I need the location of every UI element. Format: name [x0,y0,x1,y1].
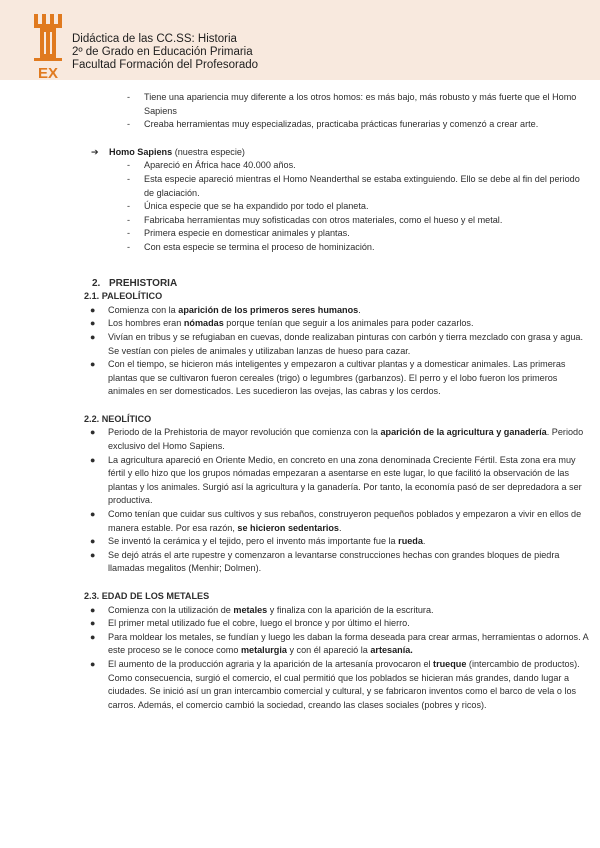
section-title: PREHISTORIA [109,277,178,289]
bullet-marker: ● [90,427,96,438]
dash-marker: - [127,173,131,184]
degree-title: 2º de Grado en Educación Primaria [72,46,253,58]
bullet-marker: ● [90,658,96,669]
course-title: Didáctica de las CC.SS: Historia [72,33,237,45]
dash-marker: - [127,201,131,212]
list-item: - Creaba herramientas muy especializadas, practicaba prácticas funerarias y comenzó a crear arte. [84,118,592,132]
bullet-marker: ● [90,331,96,342]
metales-list [84,604,592,713]
list-item: ● El aumento de la producción agraria y la aparición de la artesanía provocaron el trueque (intercambio de productos). Como consecuencia, surgió el comercio, el cual permitió que los poblados se hicieran más grandes, dando lugar a ciudades. Se inició así un gran intercambio comercial y cultural, y se fabricaron inventos como el barco de vela o los carros. Además, el comercio cambió la sociedad, creando las clases sociales (pobres y ricos). [90,658,580,710]
subsection-title-metales: 2.3. EDAD DE LOS METALES [84,591,210,601]
header-text [72,33,258,72]
list-item: - Fabricaba herramientas muy sofisticadas con otros materiales, como el hueso y el metal. [84,214,592,228]
section-heading-prehistoria [84,277,592,291]
list-item: ● Vivían en tribus y se refugiaban en cuevas, donde realizaban pinturas con carbón y tierra mezclado con grasa y agua. Se vestían con pieles de animales y utilizaban lanzas de hueso para cazar. [90,331,584,356]
list-item: - Tiene una apariencia muy diferente a los otros homos: es más bajo, más robusto y más fuerte que el Homo Sapiens [127,92,577,116]
dash-marker: - [127,241,131,252]
list-item: ● Con el tiempo, se hicieron más inteligentes y empezaron a cultivar plantas y a domesticar animales. Las primeras plantas que se cultivaron fueron cereales (trigo) o legumbres (garbanzos). El perro y el lobo fueron los primeros animales en ser domesticados. Les sucedieron las ovejas, las cabras y los cerdos. [90,359,566,397]
list-item: ● Comienza con la utilización de metales y finaliza con la aparición de la escritura. [84,604,592,618]
bullet-marker: ● [90,304,96,315]
list-item: ● Comienza con la aparición de los primeros seres humanos. [84,304,592,318]
list-item: ● La agricultura apareció en Oriente Medio, en concreto en una zona denominada Creciente Fértil. Esta zona era muy fértil y ello hizo que los grupos nómadas empezaran a asentarse en este lugar, lo que facilitó la observación de las plantas y los animales. Surgió así la agricultura y la ganadería. Por tanto, la economía pasó de ser depredadora a ser productiva. [90,454,582,506]
bullet-marker: ● [90,509,96,520]
document-body [84,91,592,712]
list-item: - Con esta especie se termina el proceso de hominización. [84,241,592,255]
bullet-marker: ● [90,631,96,642]
logo-text: EX [37,65,59,80]
list-item: - Única especie que se ha expandido por todo el planeta. [84,200,592,214]
bullet-marker: ● [90,318,96,329]
dash-marker: - [127,228,131,239]
arrow-icon: ➔ [91,146,99,157]
list-item: ● Se inventó la cerámica y el tejido, pero el invento más importante fue la rueda. [84,535,592,549]
dash-marker: - [127,92,131,102]
list-item: ● Para moldear los metales, se fundían y luego les daban la forma deseada para crear armas, herramientas o adornos. A este proceso se le conoce como metalurgia y con él apareció la artesanía. [90,631,589,656]
bullet-marker: ● [90,604,96,615]
list-item: - Apareció en África hace 40.000 años. [84,159,592,173]
university-logo [32,12,64,80]
subsection-title-neolitico: 2.2. NEOLÍTICO [84,413,152,424]
list-item: ● Como tenían que cuidar sus cultivos y sus rebaños, construyeron pequeños poblados y empezaron a vivir en ellos de manera estable. Por esa razón, se hicieron sedentarios. [90,509,582,533]
bullet-marker: ● [90,454,96,465]
page-header [0,0,600,80]
bullet-marker: ● [90,549,96,560]
list-item: ● El primer metal utilizado fue el cobre, luego el bronce y por último el hierro. [84,617,592,631]
bullet-marker: ● [90,536,96,547]
homo-sapiens-title: Homo Sapiens [109,146,173,157]
dash-marker: - [127,214,131,225]
sapiens-list [84,159,592,254]
list-item: - Esta especie apareció mientras el Homo Neanderthal se estaba extinguiendo. Ello se debe al fin del periodo de glaciación. [127,173,580,198]
neolitico-list [84,426,592,576]
faculty-title: Facultad Formación del Profesorado [72,59,259,71]
dash-marker: - [127,160,131,171]
list-item: ● Periodo de la Prehistoria de mayor revolución que comienza con la aparición de la agricultura y ganadería. Periodo exclusivo del Homo Sapiens. [90,427,584,452]
list-item: ● Se dejó atrás el arte rupestre y comenzaron a levantarse construcciones hechas con grandes bloques de piedra llamadas megalitos (Menhir; Dolmen). [90,549,560,574]
subsection-title-paleolitico: 2.1. PALEOLÍTICO [84,291,163,302]
homo-sapiens-note: (nuestra especie) [172,146,245,157]
list-item: - Primera especie en domesticar animales y plantas. [84,227,592,241]
homo-sapiens-heading [84,146,592,160]
neanderthal-list [84,91,592,132]
bullet-marker: ● [90,618,96,629]
section-number: 2. [92,277,101,289]
list-item: ● Los hombres eran nómadas porque tenían que seguir a los animales para poder cazarlos. [84,317,592,331]
paleolitico-list [84,304,592,399]
university-logo-icon [32,12,64,80]
dash-marker: - [127,119,131,130]
bullet-marker: ● [90,359,96,370]
